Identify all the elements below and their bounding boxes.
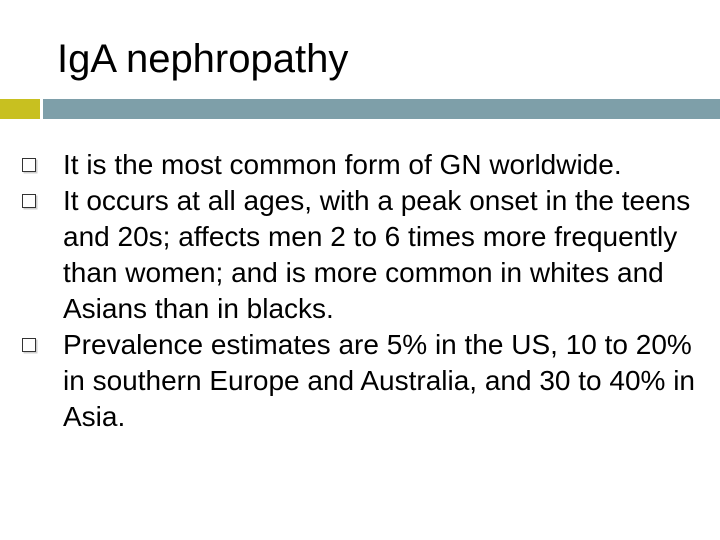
- bullet-item: [22, 183, 712, 327]
- square-bullet-icon: [22, 194, 36, 208]
- square-bullet-icon: [22, 158, 36, 172]
- bullet-item: [22, 147, 712, 183]
- bullet-text: Prevalence estimates are 5% in the US, 10 to 20% in southern Europe and Australia, and 30 to 40% in Asia.: [63, 329, 695, 432]
- slide-title: IgA nephropathy: [57, 37, 349, 81]
- bullet-text: It occurs at all ages, with a peak onset in the teens and 20s; affects men 2 to 6 times more frequently than women; and is more common in whites and Asians than in blacks.: [63, 185, 691, 324]
- title-rule-accent: [0, 99, 40, 119]
- bullet-item: [22, 327, 712, 435]
- bullet-list: [22, 147, 712, 435]
- square-bullet-icon: [22, 338, 36, 352]
- bullet-text: It is the most common form of GN worldwide.: [63, 149, 622, 180]
- title-rule-bar: [43, 99, 720, 119]
